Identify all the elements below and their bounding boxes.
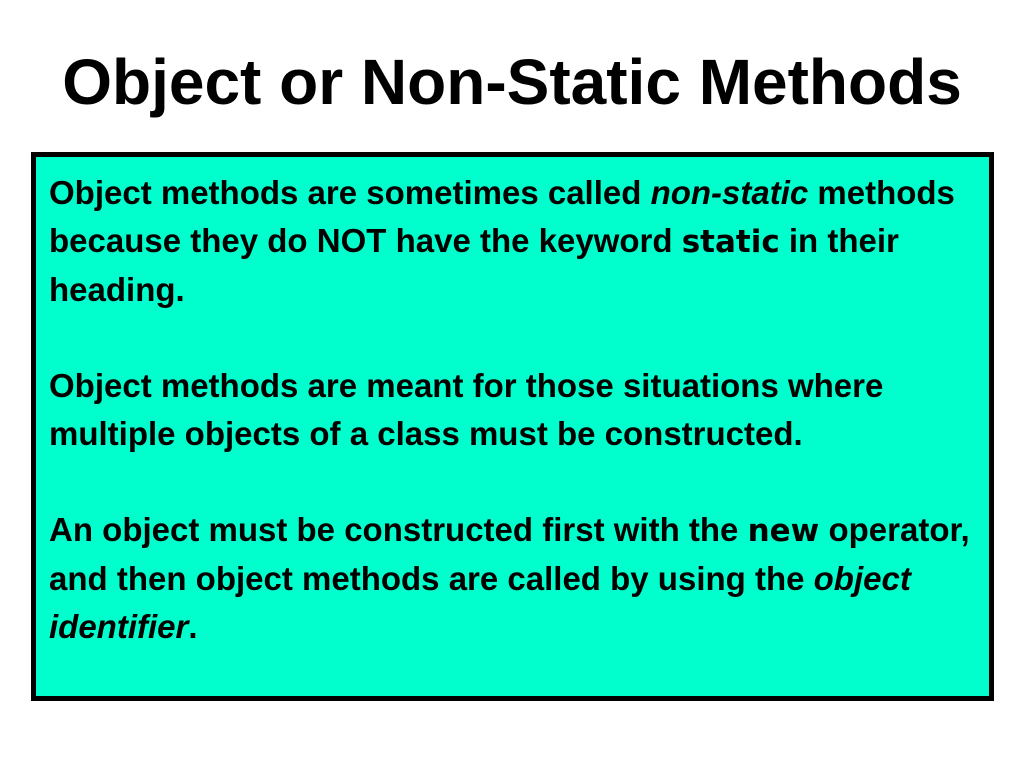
- new-keyword: new: [747, 513, 820, 549]
- paragraph-1-text-b: methods because they do NOT have the keyword: [49, 174, 955, 259]
- static-keyword: static: [681, 224, 780, 260]
- non-static-term: non-static: [650, 174, 809, 211]
- paragraph-1-text-a: Object methods are sometimes called: [49, 174, 651, 211]
- paragraph-non-static-definition: [49, 169, 977, 314]
- paragraph-3-text-a: An object must be constructed first with the: [49, 511, 748, 548]
- paragraph-3-text-b: operator, and then object methods are called by using the: [49, 511, 970, 597]
- object-identifier-term: object identifier: [49, 560, 911, 645]
- slide-title: Object or Non-Static Methods: [62, 46, 962, 118]
- paragraph-multiple-objects: Object methods are meant for those situations where multiple objects of a class must be constructed.: [49, 367, 884, 452]
- paragraph-1-text-c: in their heading.: [49, 222, 899, 308]
- paragraph-3-text-c: .: [188, 608, 198, 645]
- paragraph-construction: [49, 506, 977, 651]
- content-box: [31, 152, 994, 701]
